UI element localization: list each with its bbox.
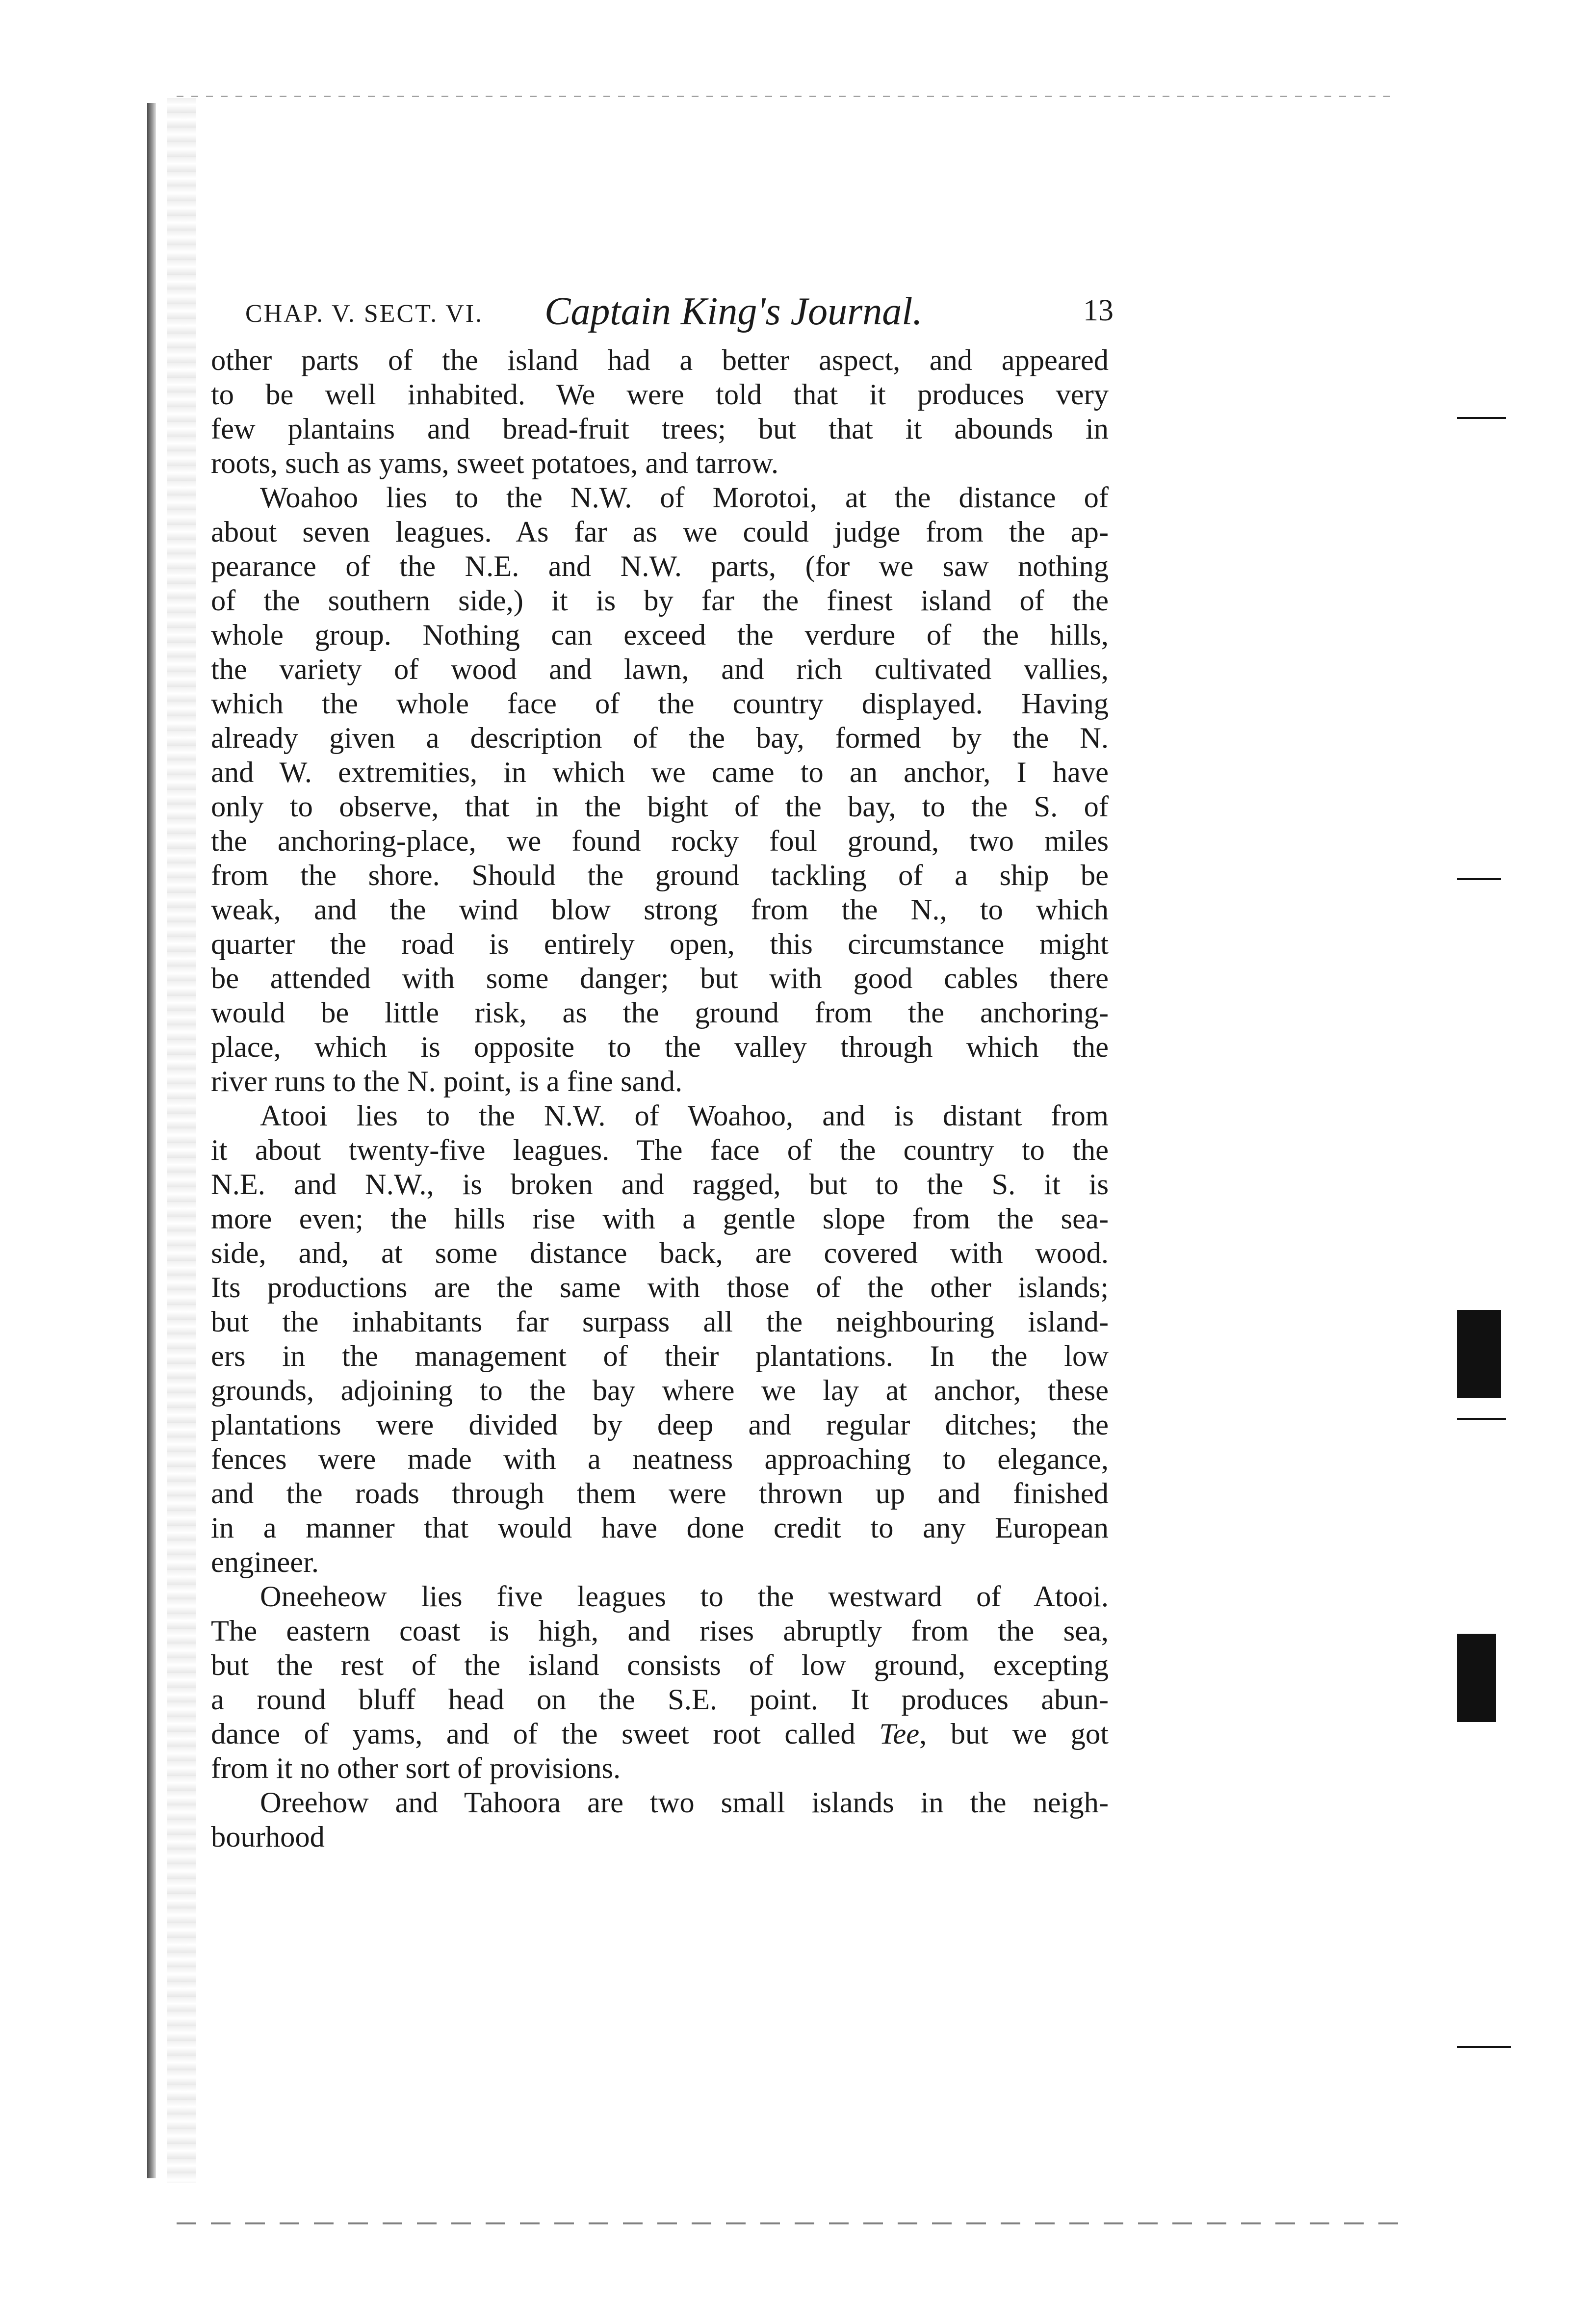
text-line bbox=[211, 1717, 1109, 1751]
text-line: which the whole face of the country displayed. Having bbox=[211, 687, 1109, 720]
text-line: but the inhabitants far surpass all the neighbouring island- bbox=[211, 1306, 1109, 1338]
page-number: 13 bbox=[1083, 294, 1114, 327]
text-line: already given a description of the bay, formed by the N. bbox=[211, 722, 1109, 755]
text-line: the anchoring-place, we found rocky foul ground, two miles bbox=[211, 825, 1109, 858]
text-line: few plantains and bread-fruit trees; but that it abounds in bbox=[211, 413, 1109, 445]
text-line: fences were made with a neatness approaching to elegance, bbox=[211, 1443, 1109, 1476]
text-line: and W. extremities, in which we came to an anchor, I have bbox=[211, 756, 1109, 789]
italic-word: Tee bbox=[879, 1718, 920, 1750]
text-line: plantations were divided by deep and regular ditches; the bbox=[211, 1409, 1109, 1441]
text-line: about seven leagues. As far as we could judge from the ap- bbox=[211, 516, 1109, 548]
text-line: ers in the management of their plantations. In the low bbox=[211, 1340, 1109, 1373]
running-title: Captain King's Journal. bbox=[544, 290, 923, 333]
text-line: would be little risk, as the ground from the anchoring- bbox=[211, 996, 1109, 1029]
text-line: place, which is opposite to the valley through which the bbox=[211, 1031, 1109, 1064]
text-line: other parts of the island had a better aspect, and appeared bbox=[211, 344, 1109, 377]
text-line: from the shore. Should the ground tackling of a ship be bbox=[211, 859, 1109, 892]
scan-right-edge bbox=[1447, 123, 1506, 2159]
text-line: river runs to the N. point, is a fine sand. bbox=[211, 1065, 683, 1098]
text-line: Oneeheow lies five leagues to the westward of Atooi. bbox=[260, 1580, 1109, 1613]
text-fragment: , but we got bbox=[919, 1718, 1109, 1750]
text-line: Woahoo lies to the N.W. of Morotoi, at the distance of bbox=[260, 481, 1109, 514]
text-line: of the southern side,) it is by far the finest island of the bbox=[211, 584, 1109, 617]
text-line: pearance of the N.E. and N.W. parts, (for we saw nothing bbox=[211, 550, 1109, 583]
running-head bbox=[211, 289, 1114, 343]
text-line: engineer. bbox=[211, 1546, 319, 1579]
text-line: but the rest of the island consists of low ground, excepting bbox=[211, 1649, 1109, 1682]
text-line: to be well inhabited. We were told that it produces very bbox=[211, 378, 1109, 411]
text-line: and the roads through them were thrown up and finished bbox=[211, 1477, 1109, 1510]
text-line: be attended with some danger; but with good cables there bbox=[211, 962, 1109, 995]
text-line: Oreehow and Tahoora are two small islands in the neigh- bbox=[260, 1786, 1109, 1819]
text-line: Atooi lies to the N.W. of Woahoo, and is distant from bbox=[260, 1099, 1109, 1132]
text-line: in a manner that would have done credit to any European bbox=[211, 1512, 1109, 1544]
text-line: side, and, at some distance back, are covered with wood. bbox=[211, 1237, 1109, 1270]
text-line: it about twenty-five leagues. The face of the country to the bbox=[211, 1134, 1109, 1167]
page bbox=[211, 289, 1114, 1854]
text-line: whole group. Nothing can exceed the verdure of the hills, bbox=[211, 619, 1109, 652]
text-line: the variety of wood and lawn, and rich cultivated vallies, bbox=[211, 653, 1109, 686]
catchword: bourhood bbox=[211, 1821, 325, 1854]
scan-bottom-edge bbox=[177, 2222, 1403, 2224]
scan-gutter-shadow bbox=[147, 103, 156, 2178]
text-line: roots, such as yams, sweet potatoes, and tarrow. bbox=[211, 447, 779, 480]
text-fragment: dance of yams, and of the sweet root called bbox=[211, 1718, 855, 1750]
scan-gutter-noise bbox=[167, 98, 196, 2183]
text-line: only to observe, that in the bight of the bay, to the S. of bbox=[211, 790, 1109, 823]
text-line: weak, and the wind blow strong from the N., to which bbox=[211, 893, 1109, 926]
scan-top-edge bbox=[177, 96, 1398, 97]
text-line: grounds, adjoining to the bay where we lay at anchor, these bbox=[211, 1374, 1109, 1407]
text-line: quarter the road is entirely open, this circumstance might bbox=[211, 928, 1109, 961]
body-text bbox=[211, 343, 1109, 1854]
text-line: a round bluff head on the S.E. point. It produces abun- bbox=[211, 1683, 1109, 1716]
chapter-section-label: CHAP. V. SECT. VI. bbox=[245, 300, 484, 328]
text-line: Its productions are the same with those of the other islands; bbox=[211, 1271, 1109, 1304]
text-line: more even; the hills rise with a gentle slope from the sea- bbox=[211, 1202, 1109, 1235]
text-line: N.E. and N.W., is broken and ragged, but to the S. it is bbox=[211, 1168, 1109, 1201]
text-line: The eastern coast is high, and rises abruptly from the sea, bbox=[211, 1615, 1109, 1647]
text-line: from it no other sort of provisions. bbox=[211, 1752, 621, 1785]
